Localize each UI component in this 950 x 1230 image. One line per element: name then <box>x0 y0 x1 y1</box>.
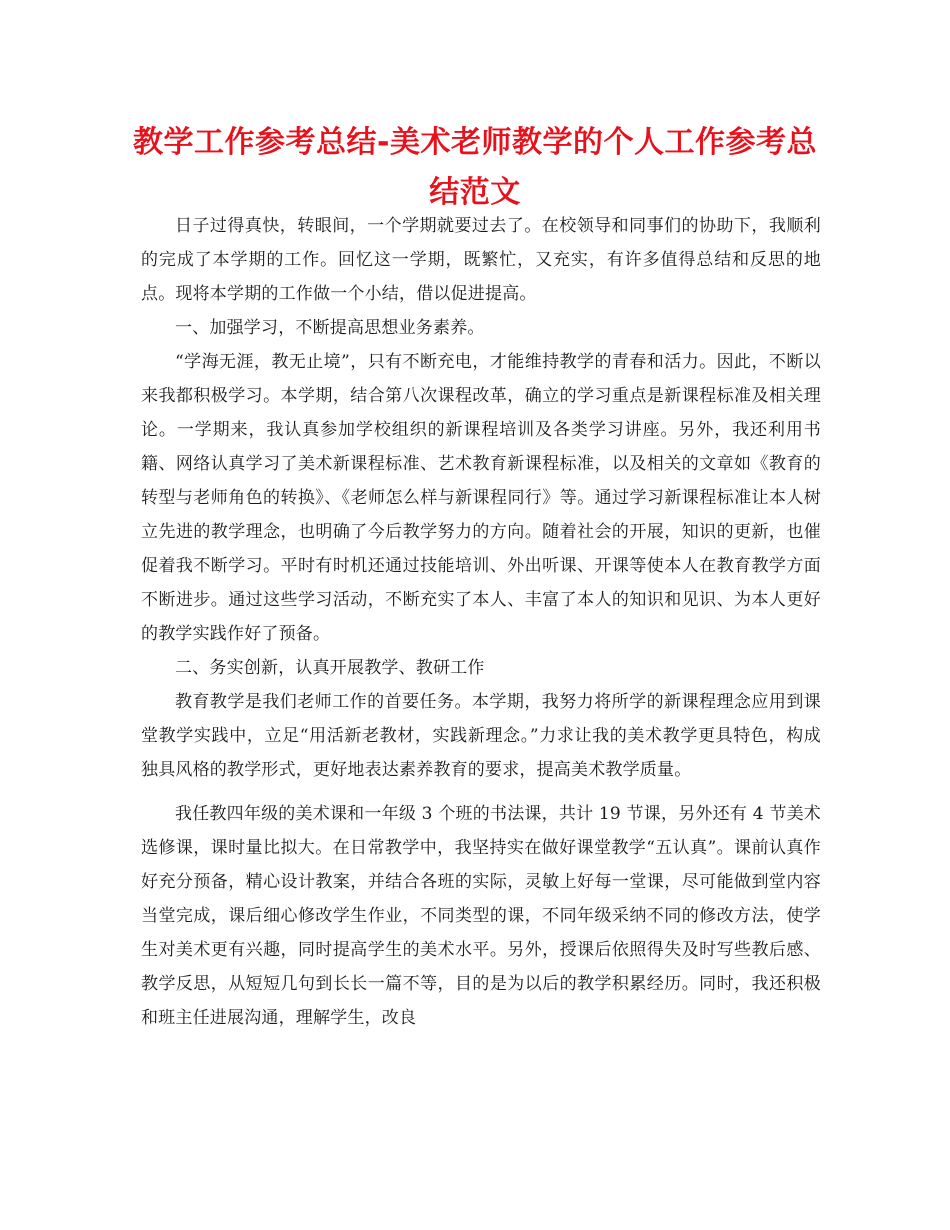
paragraph-teaching: 教育教学是我们老师工作的首要任务。本学期，我努力将所学的新课程理念应用到课堂教学实践中，立足“用活新老教材，实践新理念。”力求让我的美术教学更具特色，构成独具风格的教学形式，更好地表达素养教育的要求，提高美术教学质量。 <box>141 692 821 780</box>
paragraph-workload: 我任教四年级的美术课和一年级 3 个班的书法课，共计 19 节课，另外还有 4 节美术选修课，课时量比拟大。在日常教学中，我坚持实在做好课堂教学“五认真”。课前认真作好充分预备，精心设计教案，并结合各班的实际，灵敏上好每一堂课，尽可能做到堂内容当堂完成，课后细心修改学生作业，不同类型的课，不同年级采纳不同的修改方法，使学生对美术更有兴趣，同时提高学生的美术水平。另外，授课后依照得失及时写些教后感、教学反思，从短短几句到长长一篇不等，目的是为以后的教学积累经历。同时，我还积极和班主任进展沟通，理解学生，改良 <box>141 804 821 1028</box>
paragraph-intro: 日子过得真快，转眼间，一个学期就要过去了。在校领导和同事们的协助下，我顺利的完成了本学期的工作。回忆这一学期，既繁忙，又充实，有许多值得总结和反思的地点。现将本学期的工作做一个小结，借以促进提高。 <box>141 216 821 304</box>
section-heading-2: 二、务实创新，认真开展教学、教研工作 <box>175 658 485 678</box>
section-heading-1: 一、加强学习，不断提高思想业务素养。 <box>175 318 485 338</box>
document-title: 教学工作参考总结-美术老师教学的个人工作参考总结范文 <box>133 125 817 210</box>
document-body <box>141 209 821 1035</box>
paragraph-learning: “学海无涯，教无止境”，只有不断充电，才能维持教学的青春和活力。因此，不断以来我都积极学习。本学期，结合第八次课程改革，确立的学习重点是新课程标准及相关理论。一学期来，我认真参加学校组织的新课程培训及各类学习讲座。另外，我还利用书籍、网络认真学习了美术新课程标准、艺术教育新课程标准，以及相关的文章如《教育的转型与老师角色的转换》、《老师怎么样与新课程同行》等。通过学习新课程标准让本人树立先进的教学理念，也明确了今后教学努力的方向。随着社会的开展，知识的更新，也催促着我不断学习。平时有时机还通过技能培训、外出听课、开课等使本人在教育教学方面不断进步。通过这些学习活动，不断充实了本人、丰富了本人的知识和见识、为本人更好的教学实践作好了预备。 <box>141 352 821 644</box>
